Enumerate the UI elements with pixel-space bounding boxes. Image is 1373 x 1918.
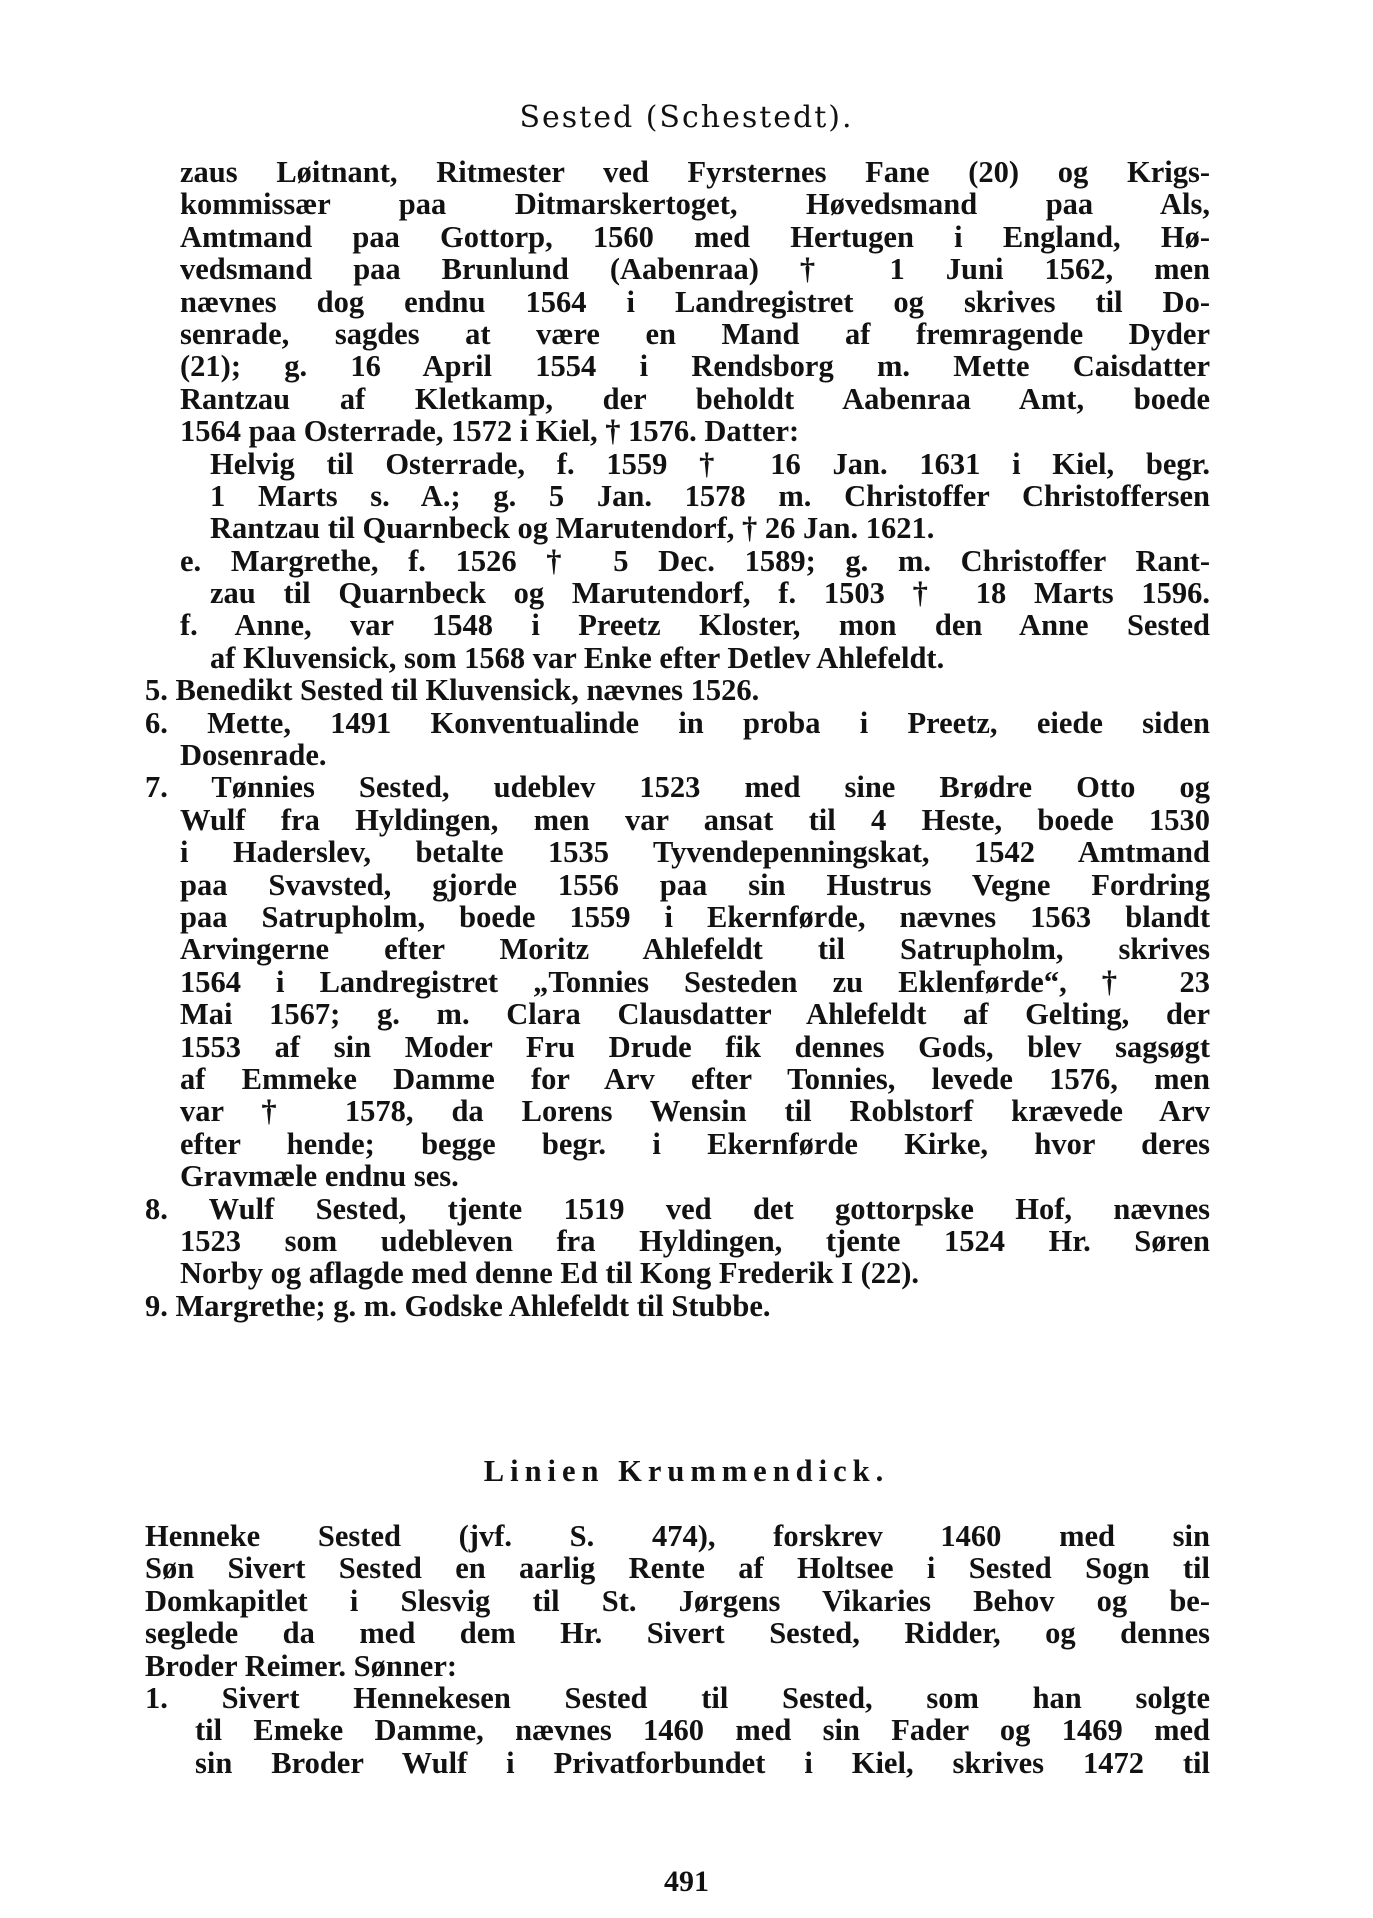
text-line: Dosenrade. <box>180 738 327 773</box>
text-line: Helvig til Osterrade, f. 1559 † 16 Jan. 1631 i Kiel, begr. <box>210 446 1210 481</box>
text-line: seglede da med dem Hr. Sivert Sested, Ridder, og dennes <box>145 1616 1210 1651</box>
list-item-9: 9. Margrethe; g. m. Godske Ahlefeldt til Stubbe. <box>145 1288 771 1323</box>
text-line: Rantzau til Quarnbeck og Marutendorf, † 26 Jan. 1621. <box>210 511 935 546</box>
text-line: 1564 i Landregistret „Tonnies Sesteden zu Eklenførde“, † 23 <box>180 964 1210 999</box>
text-line: Wulf fra Hyldingen, men var ansat til 4 Heste, boede 1530 <box>180 802 1210 837</box>
text-line: Mai 1567; g. m. Clara Clausdatter Ahlefeldt af Gelting, der <box>180 997 1210 1032</box>
text-line: vedsmand paa Brunlund (Aabenraa) † 1 Juni 1562, men <box>180 252 1210 287</box>
list-item-1: 1. Sivert Hennekesen Sested til Sested, som han solgte <box>145 1680 1210 1715</box>
section-heading-wrap <box>0 1455 1373 1495</box>
text-block-upper <box>145 155 1210 1323</box>
text-line: til Emeke Damme, nævnes 1460 med sin Fader og 1469 med <box>195 1713 1210 1748</box>
text-line: zau til Quarnbeck og Marutendorf, f. 1503 † 18 Marts 1596. <box>210 576 1210 611</box>
text-line: Domkapitlet i Slesvig til St. Jørgens Vikaries Behov og be- <box>145 1583 1210 1618</box>
text-line: Søn Sivert Sested en aarlig Rente af Holtsee i Sested Sogn til <box>145 1551 1210 1586</box>
text-line: i Haderslev, betalte 1535 Tyvendepenningskat, 1542 Amtmand <box>180 835 1210 870</box>
list-item-f: f. Anne, var 1548 i Preetz Kloster, mon den Anne Sested <box>180 608 1210 643</box>
text-line: paa Svavsted, gjorde 1556 paa sin Hustrus Vegne Fordring <box>180 867 1210 902</box>
text-line: zaus Løitnant, Ritmester ved Fyrsternes Fane (20) og Krigs- <box>180 155 1210 189</box>
text-line: var † 1578, da Lorens Wensin til Roblstorf krævede Arv <box>180 1094 1210 1129</box>
text-line: kommissær paa Ditmarskertoget, Høvedsmand paa Als, <box>180 187 1210 222</box>
text-line: Henneke Sested (jvf. S. 474), forskrev 1460 med sin <box>145 1519 1210 1553</box>
text-line: senrade, sagdes at være en Mand af fremragende Dyder <box>180 316 1210 351</box>
text-line: efter hende; begge begr. i Ekernførde Kirke, hvor deres <box>180 1126 1210 1161</box>
text-line: Gravmæle endnu ses. <box>180 1159 459 1194</box>
text-line: paa Satrupholm, boede 1559 i Ekernførde, nævnes 1563 blandt <box>180 899 1210 934</box>
text-line: af Emmeke Damme for Arv efter Tonnies, levede 1576, men <box>180 1061 1210 1096</box>
text-line: (21); g. 16 April 1554 i Rendsborg m. Mette Caisdatter <box>180 349 1210 384</box>
text-line: Arvingerne efter Moritz Ahlefeldt til Satrupholm, skrives <box>180 932 1210 967</box>
list-item-6: 6. Mette, 1491 Konventualinde in proba i Preetz, eiede siden <box>145 705 1210 740</box>
text-line: 1564 paa Osterrade, 1572 i Kiel, † 1576. Datter: <box>180 414 800 449</box>
text-line: sin Broder Wulf i Privatforbundet i Kiel, skrives 1472 til <box>195 1745 1210 1780</box>
page-number: 491 <box>664 1865 709 1898</box>
text-line: af Kluvensick, som 1568 var Enke efter Detlev Ahlefeldt. <box>210 640 945 675</box>
text-line: 1523 som udebleven fra Hyldingen, tjente 1524 Hr. Søren <box>180 1223 1210 1258</box>
text-line: Broder Reimer. Sønner: <box>145 1648 458 1683</box>
text-line: Amtmand paa Gottorp, 1560 med Hertugen i England, Hø- <box>180 219 1210 254</box>
text-line: Rantzau af Kletkamp, der beholdt Aabenraa Amt, boede <box>180 381 1210 416</box>
list-item-e: e. Margrethe, f. 1526 † 5 Dec. 1589; g. m. Christoffer Rant- <box>180 543 1210 578</box>
list-item-8: 8. Wulf Sested, tjente 1519 ved det gottorpske Hof, nævnes <box>145 1191 1210 1226</box>
section-heading: Linien Krummendick. <box>483 1454 890 1488</box>
text-block-lower <box>145 1520 1210 1779</box>
text-line: nævnes dog endnu 1564 i Landregistret og skrives til Do- <box>180 284 1210 319</box>
text-line: Norby og aflagde med denne Ed til Kong Frederik I (22). <box>180 1256 920 1291</box>
running-header: Sested (Schestedt). <box>519 100 854 135</box>
text-line: 1 Marts s. A.; g. 5 Jan. 1578 m. Christoffer Christoffersen <box>210 478 1210 513</box>
text-line: 1553 af sin Moder Fru Drude fik dennes Gods, blev sagsøgt <box>180 1029 1210 1064</box>
list-item-5: 5. Benedikt Sested til Kluvensick, nævnes 1526. <box>145 673 760 708</box>
list-item-7: 7. Tønnies Sested, udeblev 1523 med sine Brødre Otto og <box>145 770 1210 805</box>
